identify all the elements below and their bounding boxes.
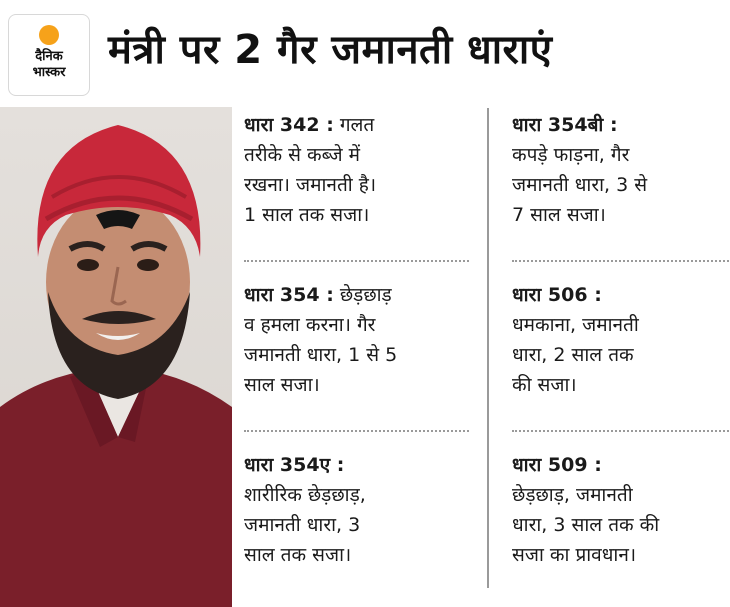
section-line: सजा का प्रावधान। [512, 544, 637, 566]
section-line [512, 450, 730, 480]
section-354b [512, 110, 730, 230]
section-line: साल सजा। [244, 374, 320, 396]
portrait-illustration [0, 107, 232, 607]
section-line: शारीरिक छेड़छाड़, [244, 484, 366, 506]
section-line: धारा 354 : छेड़छाड़ [244, 284, 392, 306]
section-line [244, 450, 469, 480]
minister-photo [0, 107, 232, 607]
section-line [512, 280, 730, 310]
dotted-separator [244, 260, 469, 262]
section-head: धारा 354ए : [244, 454, 345, 476]
section-line: छेड़छाड़, जमानती [512, 484, 633, 506]
dotted-separator [512, 260, 730, 262]
logo-line-2: भास्कर [32, 65, 66, 80]
section-line: रखना। जमानती है। [244, 174, 377, 196]
section-354 [244, 280, 469, 400]
section-line: तरीके से कब्जे में [244, 144, 360, 166]
section-342 [244, 110, 469, 230]
section-line: साल तक सजा। [244, 544, 352, 566]
logo-line-1: दैनिक [35, 49, 63, 64]
section-line: व हमला करना। गैर [244, 314, 376, 336]
section-506 [512, 280, 730, 400]
section-line: धारा 342 : गलत [244, 114, 375, 136]
section-head: धारा 354बी : [512, 114, 618, 136]
section-line: धारा, 3 साल तक की [512, 514, 660, 536]
column-divider [487, 108, 489, 588]
section-head: धारा 342 : [244, 114, 334, 136]
dotted-separator [244, 430, 469, 432]
section-354a [244, 450, 469, 570]
section-509 [512, 450, 730, 570]
dotted-separator [512, 430, 730, 432]
section-head: धारा 354 : [244, 284, 334, 306]
section-line: जमानती धारा, 1 से 5 [244, 344, 398, 366]
section-line [512, 110, 730, 140]
section-line: 1 साल तक सजा। [244, 204, 370, 226]
section-line: धारा, 2 साल तक [512, 344, 634, 366]
dainik-bhaskar-logo [8, 14, 90, 96]
section-line: कपड़े फाड़ना, गैर [512, 144, 630, 166]
section-line: जमानती धारा, 3 से [512, 174, 648, 196]
section-head: धारा 506 : [512, 284, 602, 306]
logo-sun-icon [39, 25, 59, 45]
section-line: जमानती धारा, 3 [244, 514, 361, 536]
section-head: धारा 509 : [512, 454, 602, 476]
headline-title: मंत्री पर 2 गैर जमानती धाराएं [108, 27, 553, 73]
section-line: 7 साल सजा। [512, 204, 606, 226]
section-line: धमकाना, जमानती [512, 314, 639, 336]
section-line: की सजा। [512, 374, 577, 396]
